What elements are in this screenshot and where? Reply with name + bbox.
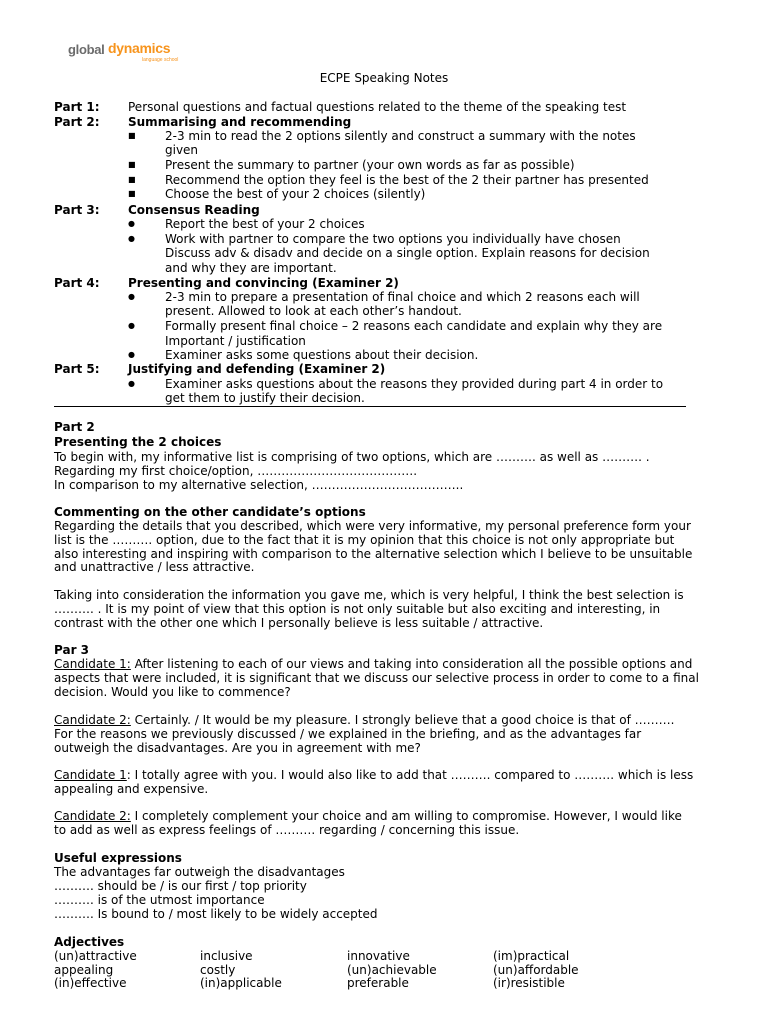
dialogue-line: [54, 809, 682, 823]
section-2-heading: Presenting the 2 choices: [54, 435, 222, 449]
expression-line: ………. should be / is our first / top priority: [54, 879, 307, 893]
dialogue-text: Certainly. / It would be my pleasure. I strongly believe that a good choice is that of ……….: [130, 713, 675, 727]
part-3-label: Part 3:: [54, 203, 100, 217]
paragraph-line: Regarding my first choice/option, ………………………………….: [54, 464, 418, 478]
commenting-heading: Commenting on the other candidate’s options: [54, 505, 366, 519]
speaker-label: Candidate 2:: [54, 809, 131, 823]
paragraph-line: also interesting and inspiring with comparison to the alternative selection which I believe to be unsuitable: [54, 547, 693, 561]
adjective-item: (un)attractive: [54, 949, 137, 963]
paragraph-line: list is the ………. option, due to the fact that it is my opinion that this choice is not only appropriate but: [54, 533, 675, 547]
square-bullet-icon: ■: [128, 131, 136, 140]
expression-line: The advantages far outweigh the disadvantages: [54, 865, 345, 879]
dialogue-line: For the reasons we previously discussed / we explained in the briefing, and as the advantages far: [54, 727, 642, 741]
list-item: 2-3 min to read the 2 options silently and construct a summary with the notes: [165, 129, 636, 143]
dialogue-text: I completely complement your choice and am willing to compromise. However, I would like: [130, 809, 682, 823]
global-dynamics-logo: [54, 32, 190, 72]
paragraph-line: and unattractive / less attractive.: [54, 560, 255, 574]
list-item: present. Allowed to look at each other’s handout.: [165, 304, 462, 318]
part-4-heading: Presenting and convincing (Examiner 2): [128, 276, 399, 290]
square-bullet-icon: ■: [128, 189, 136, 198]
dialogue-line: [54, 768, 693, 782]
paragraph-line: Taking into consideration the information you gave me, which is very helpful, I think the best selection is: [54, 588, 684, 602]
speaker-label: Candidate 1:: [54, 657, 131, 671]
logo-word-dynamics: dynamics: [108, 40, 171, 56]
useful-expressions-heading: Useful expressions: [54, 851, 182, 865]
adjective-item: innovative: [347, 949, 410, 963]
list-item: Recommend the option they feel is the best of the 2 their partner has presented: [165, 173, 649, 187]
speaker-label: Candidate 2:: [54, 713, 131, 727]
adjective-item: (in)effective: [54, 976, 127, 990]
part-1-heading: Personal questions and factual questions related to the theme of the speaking test: [128, 100, 627, 114]
round-bullet-icon: ●: [128, 379, 135, 388]
list-item: Examiner asks some questions about their decision.: [165, 348, 479, 362]
page-title: ECPE Speaking Notes: [319, 71, 449, 85]
dialogue-line: outweigh the disadvantages. Are you in agreement with me?: [54, 741, 421, 755]
adjective-item: preferable: [347, 976, 409, 990]
adjective-item: (im)practical: [493, 949, 570, 963]
dialogue-line: to add as well as express feelings of ………. regarding / concerning this issue.: [54, 823, 520, 837]
list-item: Choose the best of your 2 choices (silently): [165, 187, 426, 201]
section-3-label: Par 3: [54, 643, 90, 657]
adjective-item: inclusive: [200, 949, 253, 963]
list-item: Report the best of your 2 choices: [165, 217, 365, 231]
list-item: given: [165, 143, 199, 157]
round-bullet-icon: ●: [128, 234, 135, 243]
round-bullet-icon: ●: [128, 292, 135, 301]
paragraph-line: ………. . It is my point of view that this option is not only suitable but also exciting and interesting, in: [54, 602, 661, 616]
list-item: 2-3 min to prepare a presentation of final choice and which 2 reasons each will: [165, 290, 640, 304]
list-item: Examiner asks questions about the reasons they provided during part 4 in order to: [165, 377, 664, 391]
paragraph-line: To begin with, my informative list is comprising of two options, which are ………. as well as ………. .: [54, 450, 650, 464]
paragraph-line: contrast with the other one which I personally believe is less suitable / attractive.: [54, 616, 544, 630]
adjective-item: (ir)resistible: [493, 976, 565, 990]
logo-word-global: global: [68, 42, 105, 57]
round-bullet-icon: ●: [128, 321, 135, 330]
expression-line: ………. Is bound to / most likely to be widely accepted: [54, 907, 378, 921]
part-3-heading: Consensus Reading: [128, 203, 260, 217]
list-item: Discuss adv & disadv and decide on a single option. Explain reasons for decision: [165, 246, 650, 260]
adjectives-heading: Adjectives: [54, 935, 125, 949]
dialogue-line: aspects that were included, it is significant that we discuss our selective process in order to come to a final: [54, 671, 699, 685]
adjective-item: appealing: [54, 963, 114, 977]
list-item: get them to justify their decision.: [165, 391, 365, 405]
part-2-heading: Summarising and recommending: [128, 115, 352, 129]
speaker-label: Candidate 1: [54, 768, 127, 782]
list-item: Work with partner to compare the two options you individually have chosen: [165, 232, 621, 246]
adjective-item: (in)applicable: [200, 976, 282, 990]
dialogue-text: : I totally agree with you. I would also like to add that ………. compared to ………. which is less: [126, 768, 694, 782]
part-5-heading: Justifying and defending (Examiner 2): [128, 362, 386, 376]
dialogue-line: appealing and expensive.: [54, 782, 209, 796]
part-5-label: Part 5:: [54, 362, 100, 376]
paragraph-line: In comparison to my alternative selection, ………………………………..: [54, 478, 464, 492]
square-bullet-icon: ■: [128, 175, 136, 184]
adjective-item: (un)achievable: [347, 963, 437, 977]
dialogue-text: After listening to each of our views and taking into consideration all the possible options and: [130, 657, 693, 671]
part-1-label: Part 1:: [54, 100, 100, 114]
round-bullet-icon: ●: [128, 219, 135, 228]
list-item: and why they are important.: [165, 261, 337, 275]
divider: [54, 406, 686, 407]
section-2-label: Part 2: [54, 420, 95, 434]
part-2-label: Part 2:: [54, 115, 100, 129]
adjective-item: costly: [200, 963, 236, 977]
part-4-label: Part 4:: [54, 276, 100, 290]
dialogue-line: [54, 713, 674, 727]
list-item: Present the summary to partner (your own words as far as possible): [165, 158, 575, 172]
round-bullet-icon: ●: [128, 350, 135, 359]
list-item: Important / justification: [165, 334, 306, 348]
square-bullet-icon: ■: [128, 160, 136, 169]
logo-subtitle: language school: [142, 57, 179, 63]
list-item: Formally present final choice – 2 reasons each candidate and explain why they are: [165, 319, 663, 333]
dialogue-line: [54, 657, 692, 671]
adjective-item: (un)affordable: [493, 963, 579, 977]
expression-line: ………. is of the utmost importance: [54, 893, 265, 907]
paragraph-line: Regarding the details that you described, which were very informative, my personal preference form your: [54, 519, 691, 533]
dialogue-line: decision. Would you like to commence?: [54, 685, 291, 699]
